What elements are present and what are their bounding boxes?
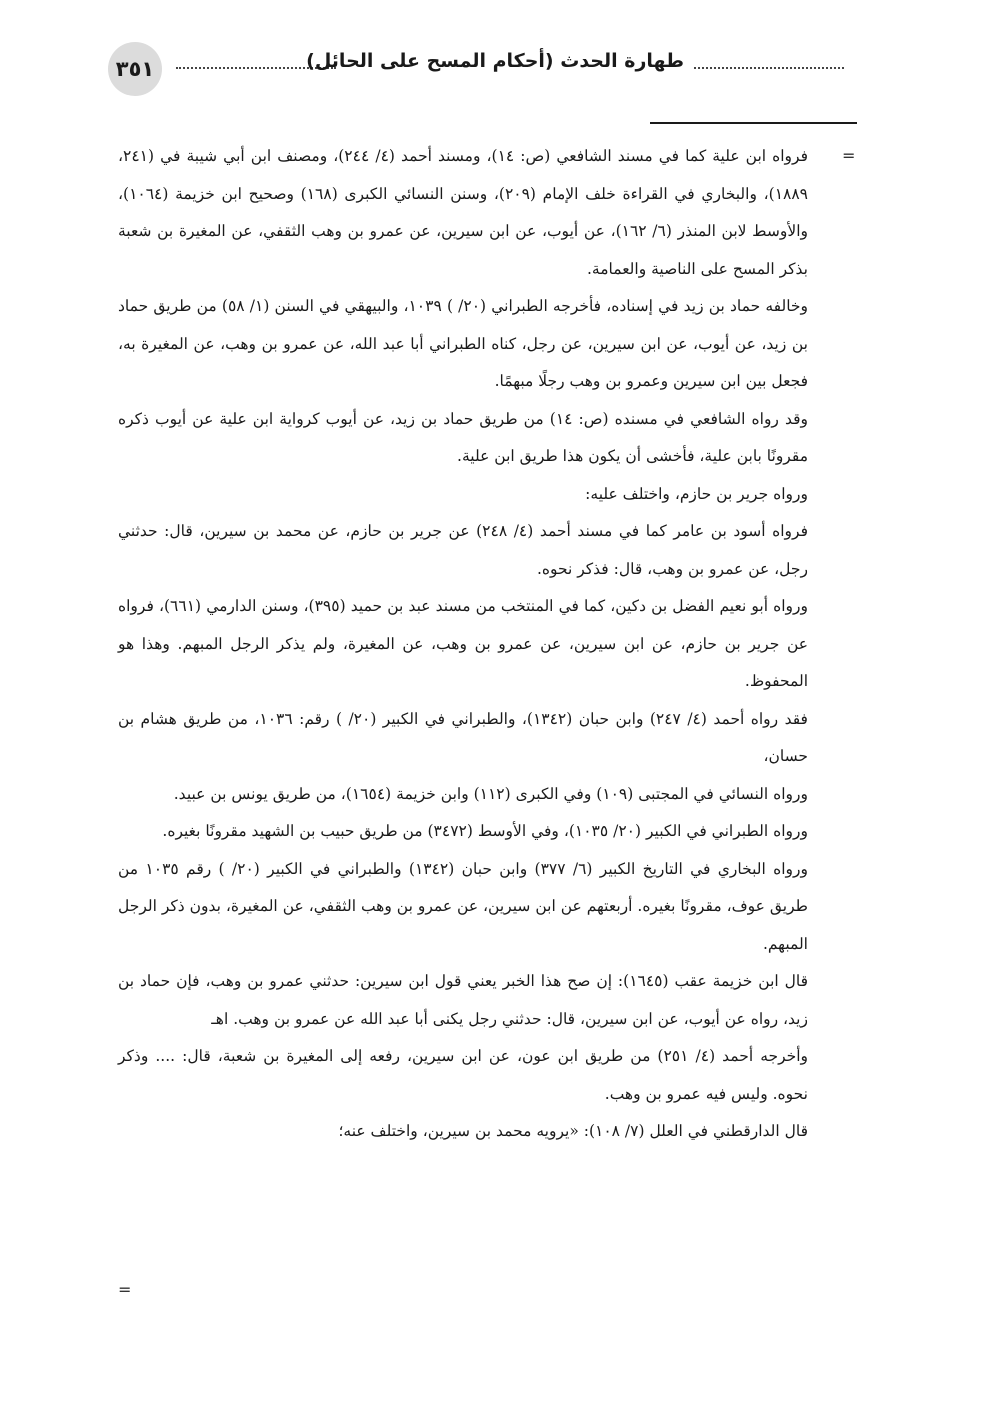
footnote-paragraph: ورواه الطبراني في الكبير (٢٠/ ١٠٣٥)، وفي الأوسط (٣٤٧٢) من طريق حبيب بن الشهيد مقرونًا بغيره. [162, 822, 808, 840]
footnote-paragraph: فقد رواه أحمد (٤/ ٢٤٧) وابن حبان (١٣٤٢)، والطبراني في الكبير (٢٠/ ) رقم: ١٠٣٦، من طريق هشام بن حسان، [118, 709, 808, 765]
footnote-paragraph: وخالفه حماد بن زيد في إسناده، فأخرجه الطبراني (٢٠/ ) ١٠٣٩، والبيهقي في السنن (١/ ٥٨) من طريق حماد بن زيد، عن أيوب، عن ابن سيرين، عن رجل، كناه الطبراني أبا عبد الله، عن عمرو بن وهب، عن المغيرة به، فجعل بين ابن سيرين وعمرو بن وهب رجلًا مبهمًا. [118, 297, 809, 390]
footnote-paragraph: فرواه ابن علية كما في مسند الشافعي (ص: ١٤)، ومسند أحمد (٤/ ٢٤٤)، ومصنف ابن أبي شيبة في (٢٤١، ١٨٨٩)، والبخاري في القراءة خلف الإمام (٢٠٩)، وسنن النسائي الكبرى (١٦٨) وصحيح ابن خزيمة (١٠٦٤)، والأوسط لابن المنذر (٦/ ١٦٢)، عن أيوب، عن ابن سيرين، عن عمرو بن وهب الثقفي، عن المغيرة بن شعبة بذكر المسح على الناصية والعمامة. [118, 147, 809, 278]
footnote-paragraph: فرواه أسود بن عامر كما في مسند أحمد (٤/ ٢٤٨) عن جرير بن حازم، عن محمد بن سيرين، قال: حدثني رجل، عن عمرو بن وهب، قال: فذكر نحوه. [118, 522, 808, 578]
footnote-separator-rule [650, 122, 857, 124]
footnote-paragraph: ورواه النسائي في المجتبى (١٠٩) وفي الكبرى (١١٢) وابن خزيمة (١٦٥٤)، من طريق يونس بن عبيد. [173, 784, 808, 803]
header-dotted-leader-right [694, 67, 844, 69]
footnote-paragraph: وأخرجه أحمد (٤/ ٢٥١) من طريق ابن عون، عن ابن سيرين، رفعه إلى المغيرة بن شعبة، قال: .... وذكر نحوه. وليس فيه عمرو بن وهب. [118, 1047, 809, 1103]
continuation-mark-top: = [842, 146, 856, 165]
footnote-paragraph: ورواه جرير بن حازم، واختلف عليه: [585, 484, 808, 503]
footnote-body [118, 138, 808, 1151]
continuation-mark-bottom: = [118, 1280, 132, 1299]
page-header [108, 42, 848, 98]
footnote-paragraph: ورواه البخاري في التاريخ الكبير (٦/ ٣٧٧) وابن حبان (١٣٤٢) والطبراني في الكبير (٢٠/ ) رقم ١٠٣٥ من طريق عوف، مقرونًا بغيره. أربعتهم عن ابن سيرين، عن عمرو بن وهب الثقفي، عن المغيرة، بدون ذكر الرجل المبهم. [118, 859, 808, 953]
page-number-badge: ٣٥١ [108, 42, 162, 96]
footnote-paragraph: قال الدارقطني في العلل (٧/ ١٠٨): «يرويه محمد بن سيرين، واختلف عنه؛ [338, 1122, 808, 1140]
footnote-paragraph: وقد رواه الشافعي في مسنده (ص: ١٤) من طريق حماد بن زيد، عن أيوب كرواية ابن علية عن أيوب ذكره مقرونًا بابن علية، فأخشى أن يكون هذا طريق ابن علية. [118, 409, 808, 465]
footnote-paragraph: ورواه أبو نعيم الفضل بن دكين، كما في المنتخب من مسند عبد بن حميد (٣٩٥)، وسنن الدارمي (٦٦١)، فرواه عن جرير بن حازم، عن ابن سيرين، عن عمرو بن وهب، عن المغيرة، ولم يذكر الرجل المبهم. وهذا هو المحفوظ. [118, 597, 808, 690]
running-title: طهارة الحدث (أحكام المسح على الحائل) [306, 50, 684, 72]
footnote-paragraph: قال ابن خزيمة عقب (١٦٤٥): إن صح هذا الخبر يعني قول ابن سيرين: حدثني عمرو بن وهب، فإن حماد بن زيد، رواه عن أيوب، عن ابن سيرين، قال: حدثني رجل يكنى أبا عبد الله عن عمرو بن وهب. اهـ [118, 972, 808, 1028]
